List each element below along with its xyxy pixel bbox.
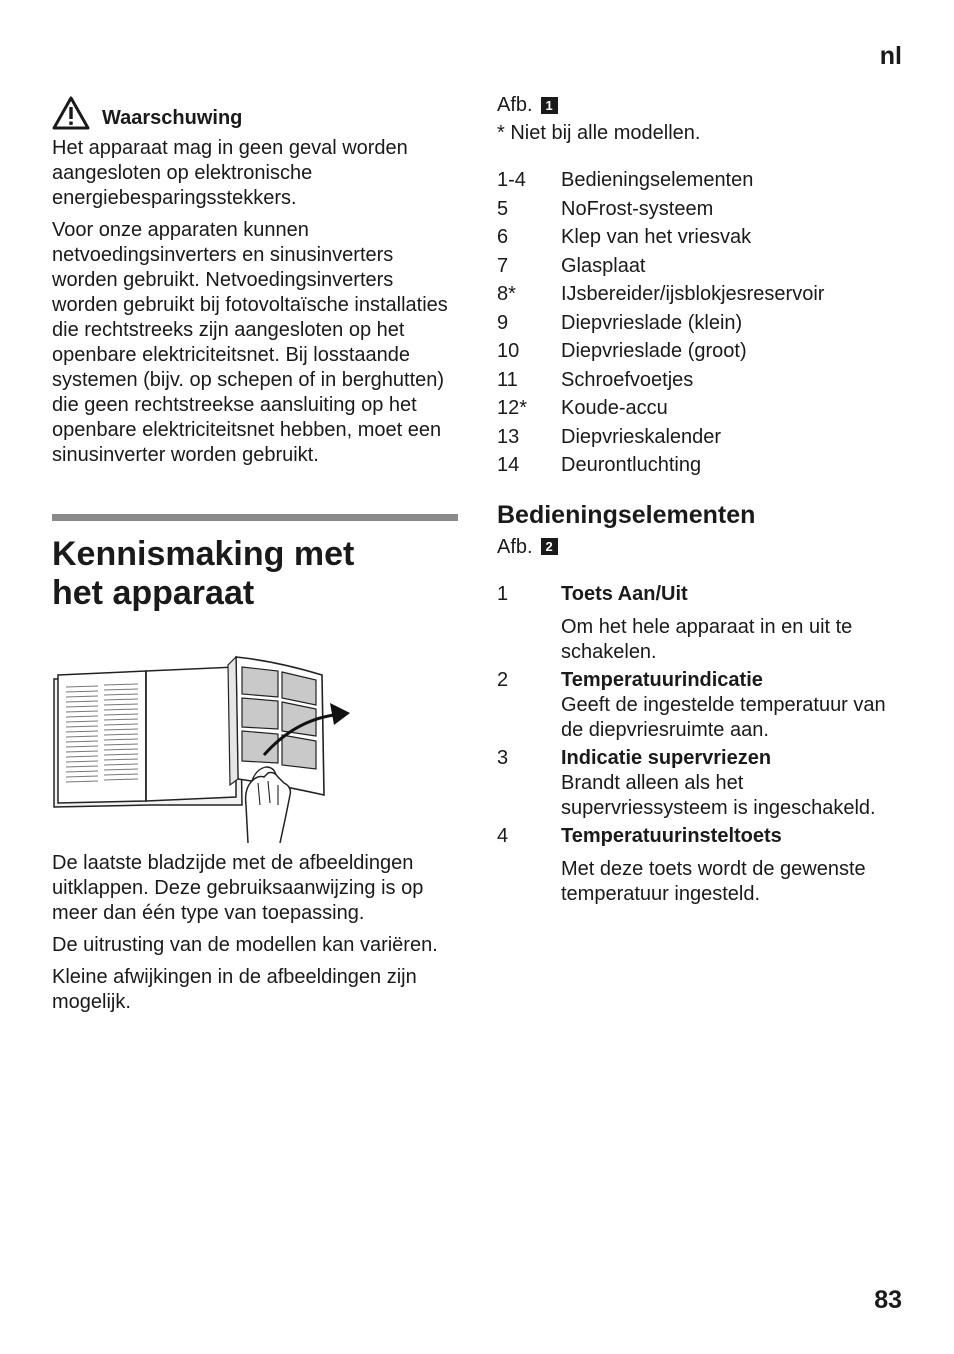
warning-title: Waarschuwing bbox=[102, 107, 243, 129]
control-item: 1 Toets Aan/Uit Om het hele apparaat in en uit te schakelen. bbox=[497, 582, 907, 665]
control-desc: Brandt alleen als het supervriessysteem is ingeschakeld. bbox=[561, 771, 876, 819]
controls-title: Bedieningselementen bbox=[497, 500, 756, 529]
warning-paragraph-1: Het apparaat mag in geen geval worden aangesloten op elektronische energiebesparingsstekkers. bbox=[52, 137, 408, 209]
intro-paragraph-3: Kleine afwijkingen in de afbeeldingen zijn mogelijk. bbox=[52, 966, 417, 1013]
control-name: Indicatie supervriezen bbox=[561, 746, 772, 769]
intro-paragraph-1: De laatste bladzijde met de afbeeldingen uitklappen. Deze gebruiksaanwijzing is op meer dan één type van toepassing. bbox=[52, 852, 424, 924]
left-column bbox=[52, 96, 458, 1022]
legend-row: 7 Glasplaat bbox=[497, 254, 646, 277]
intro-paragraph-2: De uitrusting van de modellen kan variëren. bbox=[52, 934, 438, 956]
figure-number-box: 2 bbox=[541, 538, 558, 555]
control-item: 3 Indicatie supervriezen Brandt alleen als het supervriessysteem is ingeschakeld. bbox=[497, 746, 907, 821]
warning-header bbox=[52, 96, 458, 130]
control-item: 2 Temperatuurindicatie Geeft de ingestelde temperatuur van de diepvriesruimte aan. bbox=[497, 668, 907, 743]
legend-row: 9 Diepvrieslade (klein) bbox=[497, 311, 743, 334]
figure-number-box: 1 bbox=[541, 97, 558, 114]
page-number: 83 bbox=[874, 1286, 902, 1314]
control-desc: Geeft de ingestelde temperatuur van de diepvriesruimte aan. bbox=[561, 693, 886, 741]
legend-row: 11 Schroefvoetjes bbox=[497, 368, 694, 391]
legend-row: 10 Diepvrieslade (groot) bbox=[497, 340, 747, 362]
control-desc: Om het hele apparaat in en uit te schakelen. bbox=[561, 615, 853, 663]
legend-row: 6 Klep van het vriesvak bbox=[497, 226, 752, 248]
controls-list bbox=[497, 582, 907, 907]
legend-row: 14 Deurontluchting bbox=[497, 454, 702, 476]
control-name: Toets Aan/Uit bbox=[561, 582, 688, 605]
figure-reference-2: Afb. 2 bbox=[497, 534, 907, 560]
control-name: Temperatuurinsteltoets bbox=[561, 824, 782, 847]
warning-triangle-icon bbox=[52, 96, 90, 130]
control-name: Temperatuurindicatie bbox=[561, 668, 763, 691]
language-code: nl bbox=[879, 42, 902, 70]
legend-row: 5 NoFrost-systeem bbox=[497, 197, 714, 220]
legend-row: 12* Koude-accu bbox=[497, 397, 668, 419]
warning-paragraph-2: Voor onze apparaten kunnen netvoedingsinverters en sinusinverters worden gebruikt. Netvoedingsinverters worden gebruikt bij fotovoltaïsche installaties die rechtstreeks zijn aangesloten op het openbare elektriciteitsnet. Bij losstaande systemen (bijv. op schepen of in berghutten) die geen rechtstreekse aansluiting op het openbare elektriciteitsnet hebben, moet een sinusinverter worden gebruikt. bbox=[52, 219, 448, 466]
right-column bbox=[497, 92, 907, 910]
figure-reference-1: Afb. 1 bbox=[497, 92, 907, 118]
legend-row: 13 Diepvrieskalender bbox=[497, 425, 722, 448]
foldout-booklet-image bbox=[52, 655, 352, 843]
legend-row: 8* IJsbereider/ijsblokjesreservoir bbox=[497, 283, 825, 305]
control-item: 4 Temperatuurinsteltoets Met deze toets wordt de gewenste temperatuur ingesteld. bbox=[497, 824, 907, 907]
section-divider bbox=[52, 514, 458, 521]
control-desc: Met deze toets wordt de gewenste temperatuur ingesteld. bbox=[561, 857, 866, 905]
parts-legend bbox=[497, 166, 907, 480]
legend-row: 1-4 Bedieningselementen bbox=[497, 169, 754, 191]
model-note: * Niet bij alle modellen. bbox=[497, 122, 701, 144]
foldout-illustration bbox=[52, 655, 352, 843]
section-title: Kennismaking met het apparaat bbox=[52, 535, 355, 612]
